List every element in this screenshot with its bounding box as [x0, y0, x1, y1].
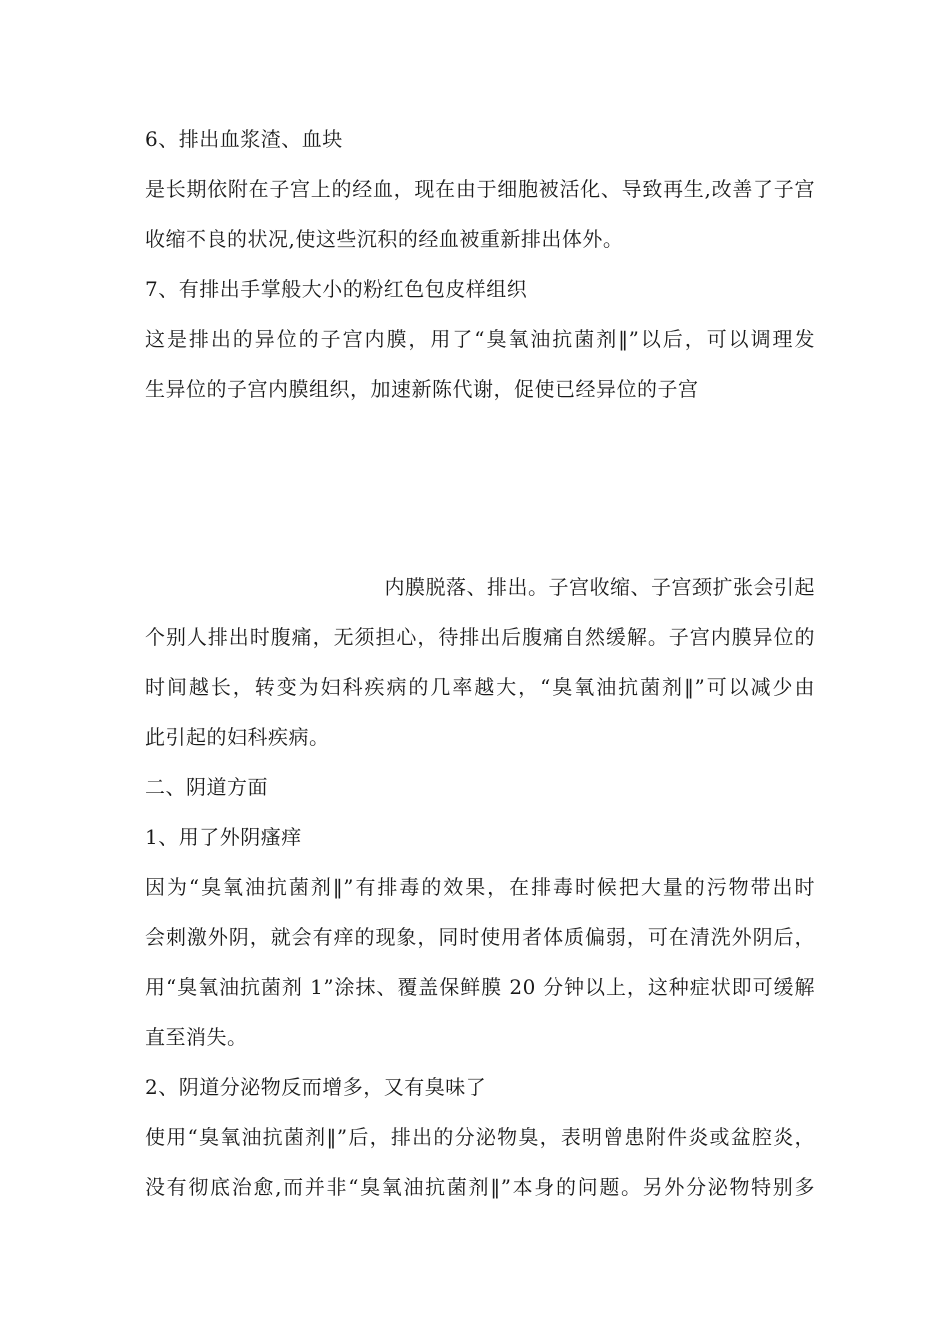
paragraph-line: 内膜脱落、排出。子宫收缩、子宫颈扩张会引起 — [384, 575, 815, 599]
heading-item-6: 6、排出血浆渣、血块 — [145, 127, 343, 151]
paragraph-line: 此引起的妇科疾病。 — [145, 725, 330, 749]
paragraph-line: 因为“臭氧油抗菌剂‖”有排毒的效果，在排毒时候把大量的污物带出时 — [145, 875, 815, 899]
heading-item-2: 2、阴道分泌物反而增多，又有臭味了 — [145, 1075, 487, 1099]
paragraph-line: 时间越长，转变为妇科疾病的几率越大，“臭氧油抗菌剂‖”可以减少由 — [145, 675, 815, 699]
paragraph-line: 这是排出的异位的子宫内膜，用了“臭氧油抗菌剂‖”以后，可以调理发 — [145, 327, 815, 351]
paragraph-line: 使用“臭氧油抗菌剂‖”后，排出的分泌物臭，表明曾患附件炎或盆腔炎， — [145, 1125, 815, 1149]
paragraph-line: 收缩不良的状况,使这些沉积的经血被重新排出体外。 — [145, 227, 624, 251]
section-heading: 二、阴道方面 — [145, 775, 268, 799]
paragraph-line: 生异位的子宫内膜组织，加速新陈代谢，促使已经异位的子宫 — [145, 377, 699, 401]
paragraph-line: 个别人排出时腹痛，无须担心，待排出后腹痛自然缓解。子宫内膜异位的 — [145, 625, 815, 649]
paragraph-line: 是长期依附在子宫上的经血，现在由于细胞被活化、导致再生,改善了子宫 — [145, 177, 815, 201]
paragraph-line: 没有彻底治愈,而并非“臭氧油抗菌剂‖”本身的问题。另外分泌物特别多 — [145, 1175, 815, 1199]
paragraph-line: 直至消失。 — [145, 1025, 248, 1049]
heading-item-7: 7、有排出手掌般大小的粉红色包皮样组织 — [145, 277, 528, 301]
paragraph-line: 用“臭氧油抗菌剂 1”涂抹、覆盖保鲜膜 20 分钟以上，这种症状即可缓解 — [145, 975, 815, 999]
paragraph-line: 会刺激外阴，就会有痒的现象，同时使用者体质偏弱，可在清洗外阴后， — [145, 925, 815, 949]
heading-item-1: 1、用了外阴瘙痒 — [145, 825, 302, 849]
